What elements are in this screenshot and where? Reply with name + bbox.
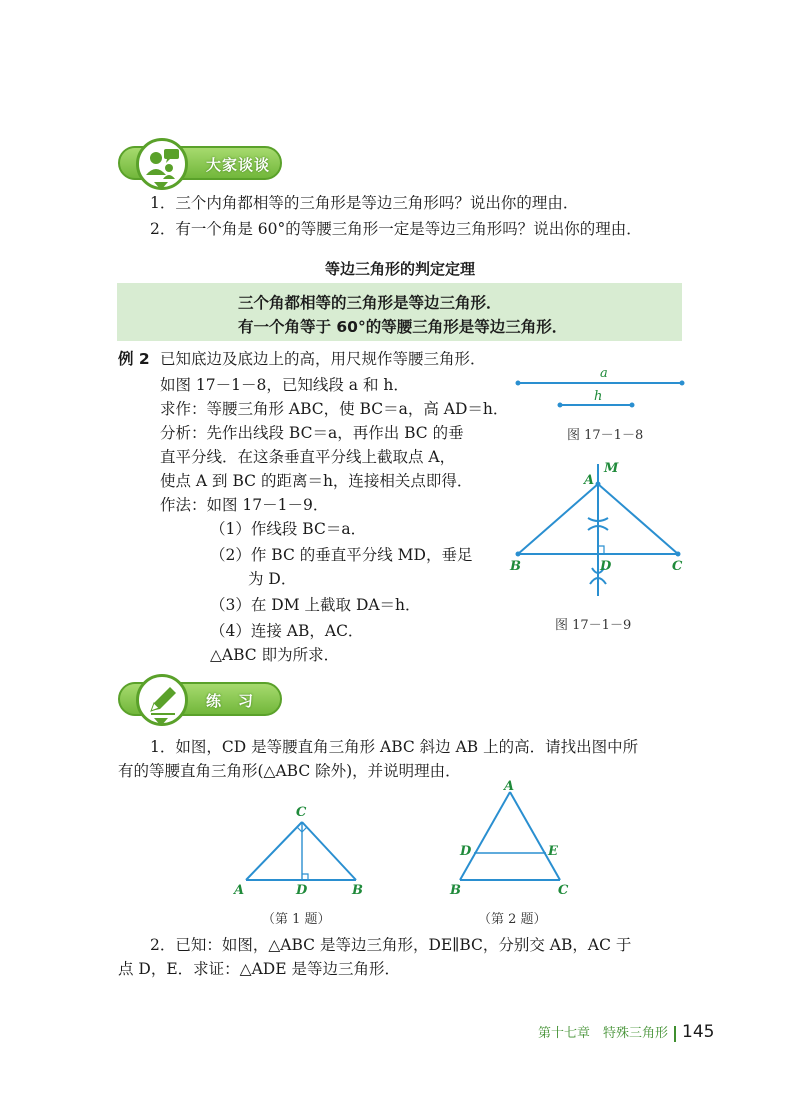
q2-label-a: A (504, 780, 515, 794)
discussion-item-1: 1．三个内角都相等的三角形是等边三角形吗？说出你的理由． (150, 194, 579, 212)
theorem-heading: 等边三角形的判定定理 (324, 260, 475, 278)
page-number: 145 (682, 1022, 715, 1042)
discussion-title: 大家谈谈 (206, 156, 271, 174)
discussion-banner (118, 146, 282, 180)
example-line-4: 分析：先作出线段 BC＝a，再作出 BC 的垂 (160, 424, 464, 442)
q1-label-a: A (234, 883, 245, 898)
theorem-line-2: 有一个角等于 60°的等腰三角形是等边三角形． (238, 318, 568, 336)
example-line-6: 使点 A 到 BC 的距离＝h，连接相关点即得． (160, 472, 473, 490)
example-label: 例 2 (118, 350, 150, 368)
fig2-label-a: A (584, 473, 595, 488)
figure-17-1-8-caption: 图 17－1－8 (567, 428, 644, 443)
q2-label-c: C (558, 883, 569, 898)
example-conclusion: △ABC 即为所求． (210, 646, 340, 664)
figure-17-1-9 (500, 456, 700, 606)
banner-pointer (154, 718, 168, 726)
example-line-3: 求作：等腰三角形 ABC，使 BC＝a，高 AD＝h． (160, 400, 509, 418)
fig1-label-a: a (600, 366, 608, 381)
example-step-4: （4）连接 AB，AC． (210, 622, 364, 640)
q1-label-d: D (296, 883, 308, 898)
chapter-title: 第十七章 特殊三角形 (538, 1026, 669, 1041)
discussion-item-2: 2．有一个角是 60°的等腰三角形一定是等边三角形吗？说出你的理由． (150, 220, 642, 238)
example-step-3: （3）在 DM 上截取 DA＝h． (210, 596, 421, 614)
banner-pointer (154, 182, 168, 190)
q2-label-e: E (548, 844, 558, 859)
practice-title: 练 习 (206, 692, 255, 710)
q1-label-c: C (296, 805, 307, 820)
example-line-5: 直平分线．在这条垂直平分线上截取点 A， (160, 448, 456, 466)
page-footer (538, 1022, 714, 1042)
example-step-1: （1）作线段 BC＝a． (210, 520, 367, 538)
fig2-label-c: C (672, 559, 683, 574)
figure-question-1-caption: （第 1 题） (262, 912, 331, 927)
example-line-1: 已知底边及底边上的高，用尺规作等腰三角形． (160, 350, 486, 368)
example-line-2: 如图 17－1－8，已知线段 a 和 h． (160, 376, 409, 394)
practice-q2-line-1: 2．已知：如图，△ABC 是等边三角形，DE∥BC，分别交 AB，AC 于 (150, 936, 632, 954)
theorem-line-1: 三个角都相等的三角形是等边三角形． (238, 294, 502, 312)
figure-17-1-9-caption: 图 17－1－9 (555, 618, 632, 633)
example-line-7: 作法：如图 17－1－9． (160, 496, 329, 514)
practice-q1-line-1: 1．如图，CD 是等腰直角三角形 ABC 斜边 AB 上的高．请找出图中所 (150, 738, 639, 756)
q2-label-d: D (460, 844, 472, 859)
fig2-label-d: D (600, 559, 612, 574)
fig2-label-b: B (510, 559, 521, 574)
example-step-2: （2）作 BC 的垂直平分线 MD，垂足 (210, 546, 473, 564)
figure-question-2 (448, 780, 578, 900)
figure-17-1-8 (510, 364, 690, 416)
example-step-2-cont: 为 D． (248, 570, 297, 588)
practice-banner (118, 682, 282, 716)
q2-label-b: B (450, 883, 461, 898)
figure-question-1 (226, 800, 386, 900)
practice-q1-line-2: 有的等腰直角三角形(△ABC 除外)，并说明理由． (118, 762, 461, 780)
fig1-label-h: h (594, 389, 603, 404)
figure-question-2-caption: （第 2 题） (478, 912, 547, 927)
fig2-label-m: M (604, 461, 619, 476)
practice-q2-line-2: 点 D，E．求证：△ADE 是等边三角形． (118, 960, 400, 978)
q1-label-b: B (352, 883, 363, 898)
footer-divider (674, 1026, 676, 1042)
